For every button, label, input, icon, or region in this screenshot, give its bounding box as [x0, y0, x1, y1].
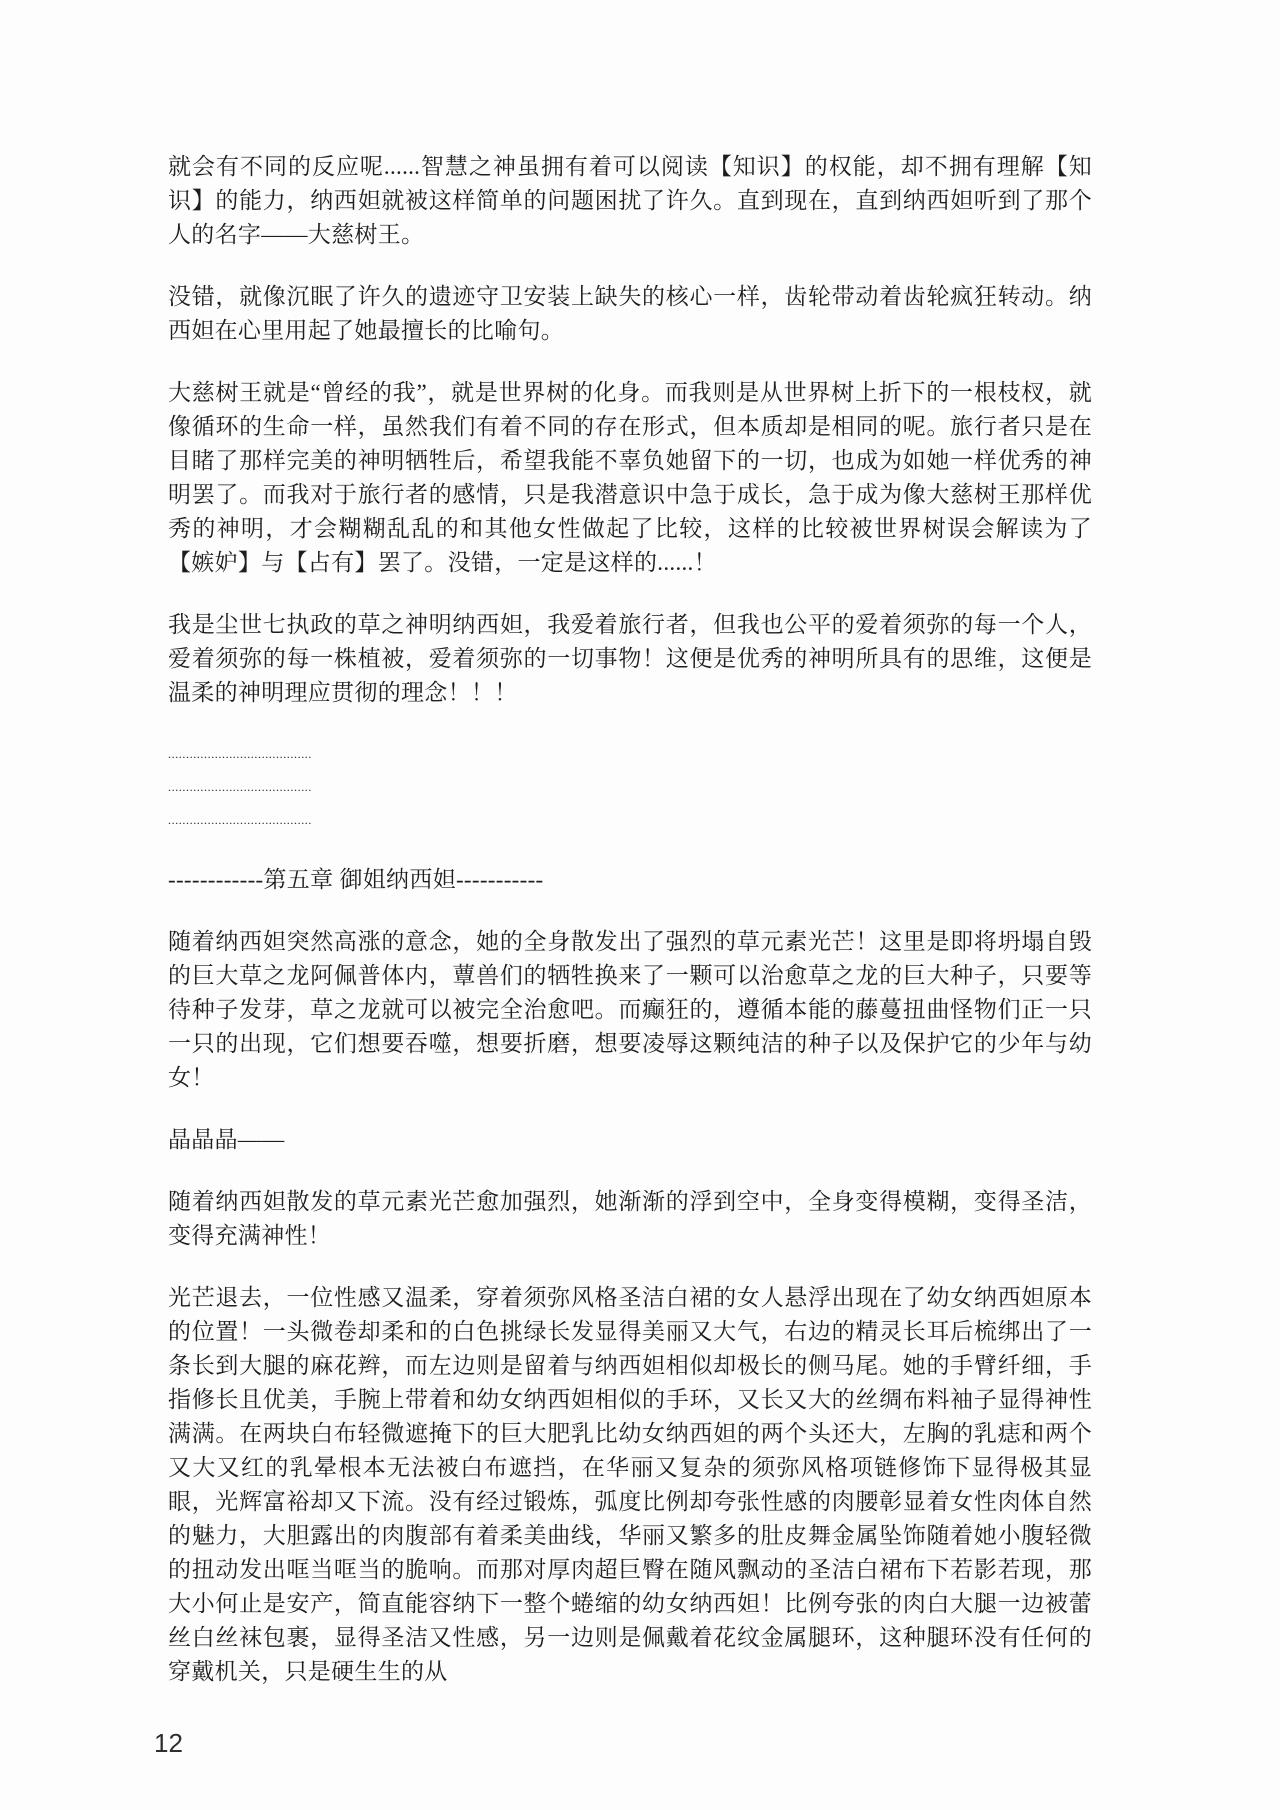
ellipsis-line: ........................................	[168, 813, 312, 827]
ellipsis-block	[168, 738, 1092, 837]
paragraph: 我是尘世七执政的草之神明纳西妲，我爱着旅行者，但我也公平的爱着须弥的每一个人，爱着须弥的每一株植被，爱着须弥的一切事物！这便是优秀的神明所具有的思维，这便是温柔的神明理应贯彻的理念！！！	[168, 612, 1092, 705]
paragraph: 随着纳西妲散发的草元素光芒愈加强烈，她渐渐的浮到空中，全身变得模糊，变得圣洁，变得充满神性！	[168, 1189, 1092, 1248]
paragraph: 就会有不同的反应呢......智慧之神虽拥有着可以阅读【知识】的权能，却不拥有理解【知识】的能力，纳西妲就被这样简单的问题困扰了许久。直到现在，直到纳西妲听到了那个人的名字——大慈树王。	[168, 154, 1092, 247]
ellipsis-line: ........................................	[168, 780, 312, 794]
paragraph: 随着纳西妲突然高涨的意念，她的全身散发出了强烈的草元素光芒！这里是即将坍塌自毁的巨大草之龙阿佩普体内，蕈兽们的牺牲换来了一颗可以治愈草之龙的巨大种子，只要等待种子发芽，草之龙就可以被完全治愈吧。而癫狂的，遵循本能的藤蔓扭曲怪物们正一只一只的出现，它们想要吞噬，想要折磨，想要凌辱这颗纯洁的种子以及保护它的少年与幼女！	[168, 929, 1092, 1090]
page-number: 12	[154, 1728, 183, 1758]
paragraph: 晶晶晶——	[168, 1127, 285, 1152]
chapter-heading: ------------第五章 御姐纳西妲-----------	[168, 867, 544, 892]
paragraph: 光芒退去，一位性感又温柔，穿着须弥风格圣洁白裙的女人悬浮出现在了幼女纳西妲原本的位置！一头微卷却柔和的白色挑绿长发显得美丽又大气，右边的精灵长耳后梳绑出了一条长到大腿的麻花辫，而左边则是留着与纳西妲相似却极长的侧马尾。她的手臂纤细，手指修长且优美，手腕上带着和幼女纳西妲相似的手环，又长又大的丝绸布料袖子显得神性满满。在两块白布轻微遮掩下的巨大肥乳比幼女纳西妲的两个头还大，左胸的乳痣和两个又大又红的乳晕根本无法被白布遮挡，在华丽又复杂的须弥风格项链修饰下显得极其显眼，光辉富裕却又下流。没有经过锻炼，弧度比例却夸张性感的肉腰彰显着女性肉体自然的魅力，大胆露出的肉腹部有着柔美曲线，华丽又繁多的肚皮舞金属坠饰随着她小腹轻微的扭动发出哐当哐当的脆响。而那对厚肉超巨臀在随风飘动的圣洁白裙布下若影若现，那大小何止是安产，简直能容纳下一整个蜷缩的幼女纳西妲！比例夸张的肉白大腿一边被蕾丝白丝袜包裹，显得圣洁又性感，另一边则是佩戴着花纹金属腿环，这种腿环没有任何的穿戴机关，只是硬生生的从	[168, 1285, 1092, 1684]
document-body	[168, 150, 1092, 1717]
paragraph: 没错，就像沉眠了许久的遗迹守卫安装上缺失的核心一样，齿轮带动着齿轮疯狂转动。纳西妲在心里用起了她最擅长的比喻句。	[168, 284, 1092, 343]
paragraph: 大慈树王就是“曾经的我”，就是世界树的化身。而我则是从世界树上折下的一根枝杈，就像循环的生命一样，虽然我们有着不同的存在形式，但本质却是相同的呢。旅行者只是在目睹了那样完美的神明牺牲后，希望我能不辜负她留下的一切，也成为如她一样优秀的神明罢了。而我对于旅行者的感情，只是我潜意识中急于成长，急于成为像大慈树王那样优秀的神明，才会糊糊乱乱的和其他女性做起了比较，这样的比较被世界树误会解读为了【嫉妒】与【占有】罢了。没错，一定是这样的......！	[168, 380, 1092, 575]
ellipsis-line: ........................................	[168, 747, 312, 761]
